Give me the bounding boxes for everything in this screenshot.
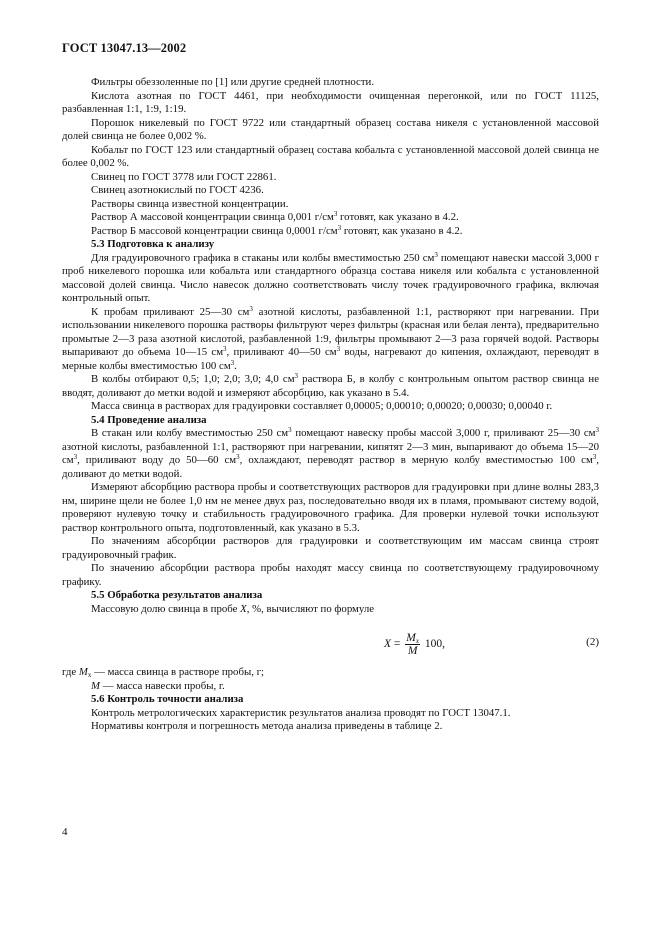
- superscript: 3: [249, 304, 253, 313]
- superscript: 3: [236, 453, 240, 461]
- superscript: 3: [595, 426, 599, 434]
- text-run: Раствор А массовой концентрации свинца 0,001 г/см: [91, 211, 334, 223]
- text-run: готовят, как указано в 4.2.: [337, 211, 459, 223]
- text-run: , приливают воду до 50—60 см: [77, 454, 237, 466]
- text-run: — масса навески пробы, г.: [100, 679, 225, 692]
- paragraph: По значениям абсорбции растворов для градуировки и соответствующим им массам свинца строят градуировочный график.: [62, 535, 599, 561]
- text-run: .: [234, 359, 237, 372]
- superscript: 3: [333, 210, 338, 218]
- paragraph: [62, 225, 599, 239]
- section-heading-5-6: 5.6 Контроль точности анализа: [91, 693, 244, 705]
- paragraph: [62, 427, 599, 481]
- section-heading-5-4: 5.4 Проведение анализа: [91, 413, 207, 426]
- paragraph: Контроль метрологических характеристик результатов анализа проводят по ГОСТ 13047.1.: [91, 706, 511, 719]
- superscript: 3: [336, 345, 341, 353]
- paragraph: Масса свинца в растворах для градуировки составляет 0,00005; 0,00010; 0,00020; 0,00030; 0,00040 г.: [91, 400, 553, 412]
- paragraph: Нормативы контроля и погрешность метода анализа приведены в таблице 2.: [91, 720, 443, 732]
- formula-expression: [384, 632, 445, 657]
- paragraph: [62, 211, 599, 225]
- legend-line: [62, 680, 599, 694]
- superscript: 3: [73, 453, 78, 461]
- formula-num-var: M: [406, 632, 416, 644]
- text-run: К пробам приливают 25—30 см: [91, 305, 250, 318]
- document-body: [62, 76, 599, 734]
- superscript: 3: [592, 453, 597, 461]
- formula-lhs: X: [384, 638, 392, 651]
- section-heading-5-5: 5.5 Обработка результатов анализа: [91, 589, 263, 601]
- formula-equals: =: [391, 638, 404, 651]
- superscript: 3: [337, 223, 342, 232]
- text-run: раствора Б, в колбу с контрольным опытом раствор свинца не вводят, доливают до метки водой и измеряют абсорбцию, как указано в 5.4.: [62, 373, 599, 399]
- variable: X: [240, 602, 247, 615]
- superscript: 3: [223, 345, 227, 353]
- paragraph: Растворы свинца известной концентрации.: [91, 197, 289, 210]
- text-run: , %, вычисляют по формуле: [246, 602, 374, 615]
- formula-2: [62, 628, 599, 664]
- subscript: x: [87, 671, 92, 679]
- paragraph: Кислота азотная по ГОСТ 4461, при необходимости очищенная перегонкой, или по ГОСТ 11125, разбавленная 1:1, 1:9, 1:19.: [62, 89, 599, 115]
- superscript: 3: [294, 372, 299, 380]
- text-run: В стакан или колбу вместимостью 250 см: [91, 427, 289, 439]
- superscript: 3: [288, 426, 292, 434]
- formula-denominator: M: [407, 645, 418, 657]
- paragraph: Измеряют абсорбцию раствора пробы и соответствующих растворов для градуировки при длине волны 283,3 нм, ширине щели не более 1,0 нм не менее двух раз, последовательно вводя их в пламя, промывают систему водой, проверяют нулевую точку и стабильность градуировочного графика. Для проверки нулевой точки используют раствор контрольного опыта, подготовленный, как указано в 5.3.: [62, 481, 599, 534]
- paragraph: Фильтры обеззоленные по [1] или другие средней плотности.: [91, 76, 375, 88]
- formula-tail: 100,: [421, 638, 445, 651]
- paragraph: Кобальт по ГОСТ 123 или стандартный образец состава кобальта с установленной массовой долей свинца не более 0,002 %.: [62, 143, 599, 169]
- text-run: помещают навеску пробы массой 3,000 г, приливают 25—30 см: [291, 427, 596, 439]
- page-number: 4: [62, 826, 68, 838]
- paragraph: Свинец по ГОСТ 3778 или ГОСТ 22861.: [91, 170, 277, 183]
- paragraph: По значению абсорбции раствора пробы находят массу свинца по соответствующему градуировочному графику.: [62, 562, 599, 588]
- superscript: 3: [434, 250, 438, 259]
- variable: M: [91, 679, 100, 692]
- legend-line: [62, 666, 599, 680]
- text-run: помещают навески массой 3,000 г проб никелевого порошка или кобальта или стандартного образца состава никеля или кобальта с установленной массовой долей свинца. Число навесок должно соответствовать числу точек градуировочного графика, включая контрольный опыт.: [62, 251, 599, 304]
- superscript: 3: [230, 358, 235, 367]
- text-run: , приливают 40—50 см: [226, 346, 337, 358]
- text-run: Для градуировочного графика в стаканы или колбы вместимостью 250 см: [91, 251, 435, 264]
- text-run: азотной кислоты, разбавленной 1:1, растворяют при нагревании, кипятят 2—3 мин, выпаривают до объема 15—20 см: [62, 440, 599, 466]
- text-run: готовят, как указано в 4.2.: [341, 224, 463, 237]
- section-heading-5-3: 5.3 Подготовка к анализу: [91, 238, 215, 250]
- paragraph: Свинец азотнокислый по ГОСТ 4236.: [91, 184, 264, 196]
- paragraph: [62, 252, 599, 306]
- formula-num-subscript: x: [415, 637, 419, 645]
- paragraph: [62, 373, 599, 400]
- paragraph: [62, 603, 599, 617]
- text-run: , охлаждают, переводят раствор в мерную колбу вместимостью 100 см: [239, 454, 593, 466]
- paragraph: Порошок никелевый по ГОСТ 9722 или стандартный образец состава никеля с установленной массовой долей свинца не более 0,002 %.: [62, 116, 599, 142]
- text-run: Массовую долю свинца в пробе: [91, 602, 241, 615]
- text-run: где: [62, 666, 79, 678]
- text-run: воды, нагревают до кипения, охлаждают, переводят в мерные колбы вместимостью 100 см: [62, 346, 599, 372]
- paragraph: [62, 306, 599, 374]
- formula-fraction: [405, 632, 420, 657]
- variable: M: [78, 666, 88, 678]
- text-run: В колбы отбирают 0,5; 1,0; 2,0; 3,0; 4,0 см: [91, 373, 295, 385]
- formula-numerator: [405, 632, 420, 645]
- text-run: Раствор Б массовой концентрации свинца 0,0001 г/см: [91, 224, 338, 237]
- text-run: , доливают до метки водой.: [62, 454, 599, 480]
- formula-number: (2): [586, 636, 599, 648]
- text-run: азотной кислоты, разбавленной 1:1, растворяют при нагревании. При использовании никелевого порошка растворы фильтруют через фильтры (красная или белая лента), предварительно промытые 2—3 раза азотной кислотой, разбавленной 1:9, фильтры промывают 2—3 раза горячей водой. Растворы выпаривают до объема 10—15 см: [62, 305, 599, 358]
- document-code-header: ГОСТ 13047.13—2002: [62, 41, 187, 55]
- text-run: — масса свинца в растворе пробы, г;: [91, 666, 265, 678]
